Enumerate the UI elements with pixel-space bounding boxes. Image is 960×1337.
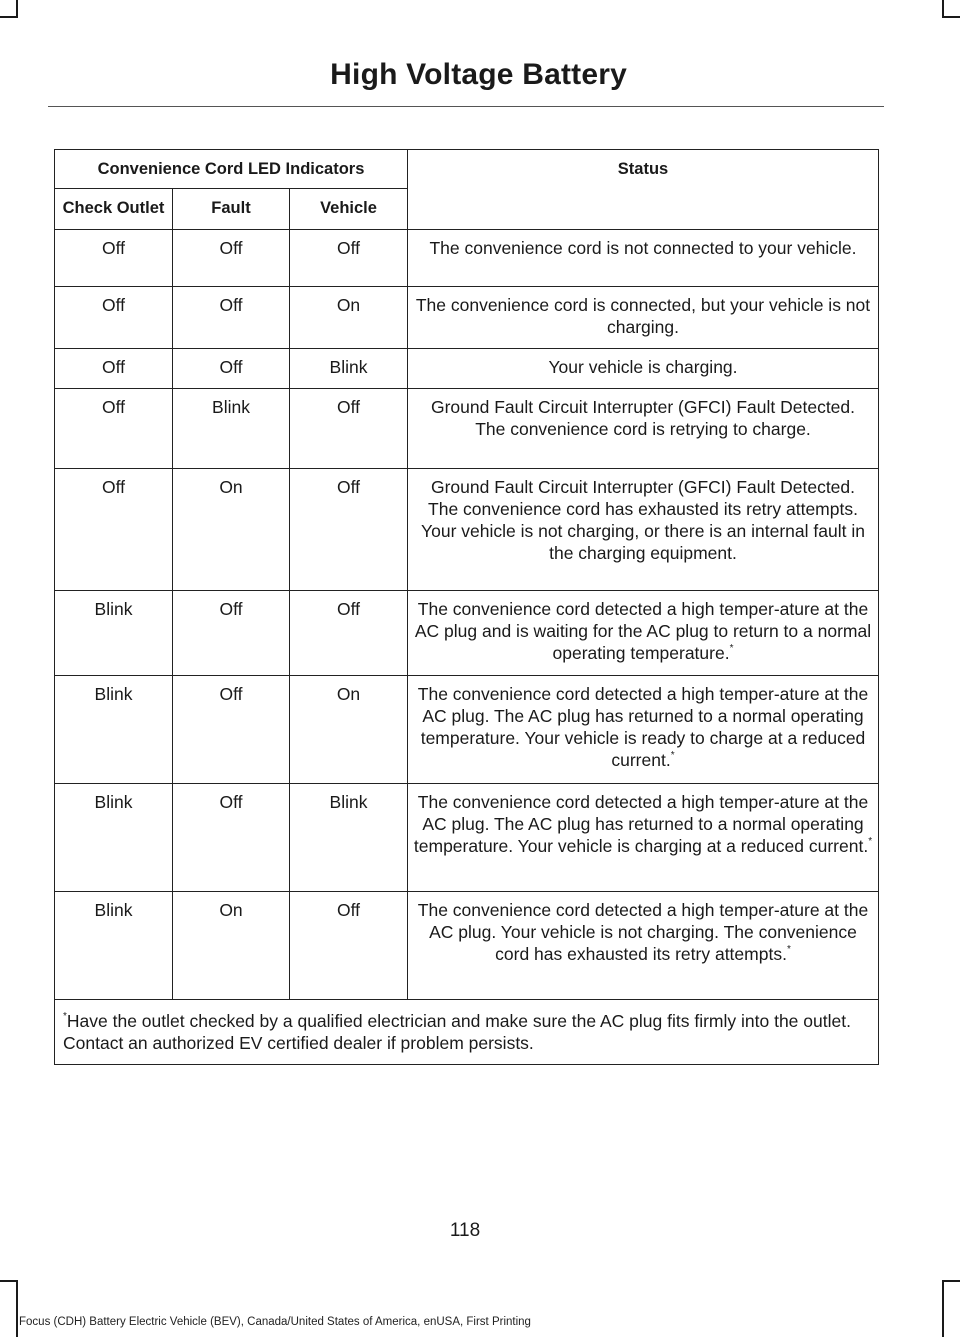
check-outlet-cell: Off (55, 349, 173, 389)
led-indicator-table (54, 149, 879, 1065)
check-outlet-cell: Off (55, 230, 173, 287)
table-row (55, 287, 879, 349)
status-text: The convenience cord is retrying to charge. (475, 419, 811, 439)
table-row (55, 389, 879, 469)
footnote-marker: * (729, 643, 734, 654)
vehicle-cell: Off (290, 469, 408, 591)
status-cell (408, 784, 879, 892)
fault-cell: Off (173, 784, 290, 892)
title-rule (48, 106, 884, 107)
status-text: The convenience cord has exhausted its retry attempts. Your vehicle is not charging, or there is an internal fault in the charging equipment. (421, 499, 865, 563)
column-header-check-outlet: Check Outlet (55, 189, 173, 230)
footnote-marker: * (63, 1011, 67, 1022)
status-cell (408, 230, 879, 287)
status-cell (408, 349, 879, 389)
fault-cell: Blink (173, 389, 290, 469)
status-text: The convenience cord detected a high temper-ature at the AC plug and is waiting for the AC plug to return to a normal operating temperature. (414, 599, 872, 663)
footnote-text: Have the outlet checked by a qualified electrician and make sure the AC plug fits firmly into the outlet. Contact an authorized EV certified dealer if problem persists. (63, 1011, 851, 1053)
status-cell (408, 676, 879, 784)
status-text: The convenience cord is connected, but your vehicle is not charging. (415, 295, 871, 337)
crop-mark-bottom-right-h (942, 1280, 960, 1282)
fault-cell: Off (173, 287, 290, 349)
table-row (55, 469, 879, 591)
fault-cell: Off (173, 676, 290, 784)
footnote-marker: * (868, 836, 873, 847)
check-outlet-cell: Off (55, 389, 173, 469)
table-row (55, 591, 879, 676)
check-outlet-cell: Blink (55, 591, 173, 676)
table-row (55, 784, 879, 892)
page-title: High Voltage Battery (330, 58, 627, 91)
crop-mark-top-left-h (0, 16, 18, 18)
footnote-marker: * (786, 944, 791, 955)
status-text: Your vehicle is charging. (548, 357, 738, 377)
column-header-fault: Fault (173, 189, 290, 230)
fault-cell: Off (173, 230, 290, 287)
status-text: The convenience cord detected a high temper-ature at the AC plug. Your vehicle is not charging. The convenience cord has exhausted its retry attempts. (417, 900, 869, 964)
group-header: Convenience Cord LED Indicators (55, 150, 408, 189)
vehicle-cell: Blink (290, 349, 408, 389)
crop-mark-top-right-h (942, 16, 960, 18)
footnote-row (55, 1000, 879, 1065)
table-row (55, 892, 879, 1000)
column-header-vehicle: Vehicle (290, 189, 408, 230)
vehicle-cell: Off (290, 389, 408, 469)
crop-mark-bottom-left-v (16, 1280, 18, 1337)
crop-mark-bottom-right-v (942, 1280, 944, 1337)
fault-cell: On (173, 469, 290, 591)
fault-cell: On (173, 892, 290, 1000)
vehicle-cell: On (290, 287, 408, 349)
status-text: The convenience cord detected a high temper-ature at the AC plug. The AC plug has returned to a normal operating temperature. Your vehicle is charging at a reduced current. (413, 792, 869, 856)
fault-cell: Off (173, 591, 290, 676)
status-cell (408, 389, 879, 469)
check-outlet-cell: Blink (55, 676, 173, 784)
status-cell (408, 287, 879, 349)
vehicle-cell: Off (290, 892, 408, 1000)
vehicle-cell: Blink (290, 784, 408, 892)
table-header-row (55, 150, 879, 189)
footnote-marker: * (670, 750, 675, 761)
status-cell (408, 591, 879, 676)
vehicle-cell: Off (290, 230, 408, 287)
footnote-cell (55, 1000, 879, 1065)
status-cell (408, 469, 879, 591)
table-row (55, 349, 879, 389)
check-outlet-cell: Off (55, 469, 173, 591)
vehicle-cell: Off (290, 591, 408, 676)
check-outlet-cell: Blink (55, 892, 173, 1000)
table-row (55, 676, 879, 784)
check-outlet-cell: Off (55, 287, 173, 349)
footer-text: Focus (CDH) Battery Electric Vehicle (BEV), Canada/United States of America, enUSA, First Printing (19, 1316, 531, 1328)
status-cell (408, 892, 879, 1000)
status-text: Ground Fault Circuit Interrupter (GFCI) Fault Detected. (430, 477, 856, 497)
status-text: The convenience cord detected a high temper-ature at the AC plug. The AC plug has returned to a normal operating temperature. Your vehicle is ready to charge at a reduced current. (417, 684, 869, 770)
vehicle-cell: On (290, 676, 408, 784)
page-number: 118 (449, 1220, 481, 1241)
fault-cell: Off (173, 349, 290, 389)
status-header: Status (408, 150, 879, 230)
table-row (55, 230, 879, 287)
check-outlet-cell: Blink (55, 784, 173, 892)
status-text: Ground Fault Circuit Interrupter (GFCI) Fault Detected. (430, 397, 856, 417)
crop-mark-bottom-left-h (0, 1280, 18, 1282)
status-text: The convenience cord is not connected to your vehicle. (429, 238, 857, 258)
